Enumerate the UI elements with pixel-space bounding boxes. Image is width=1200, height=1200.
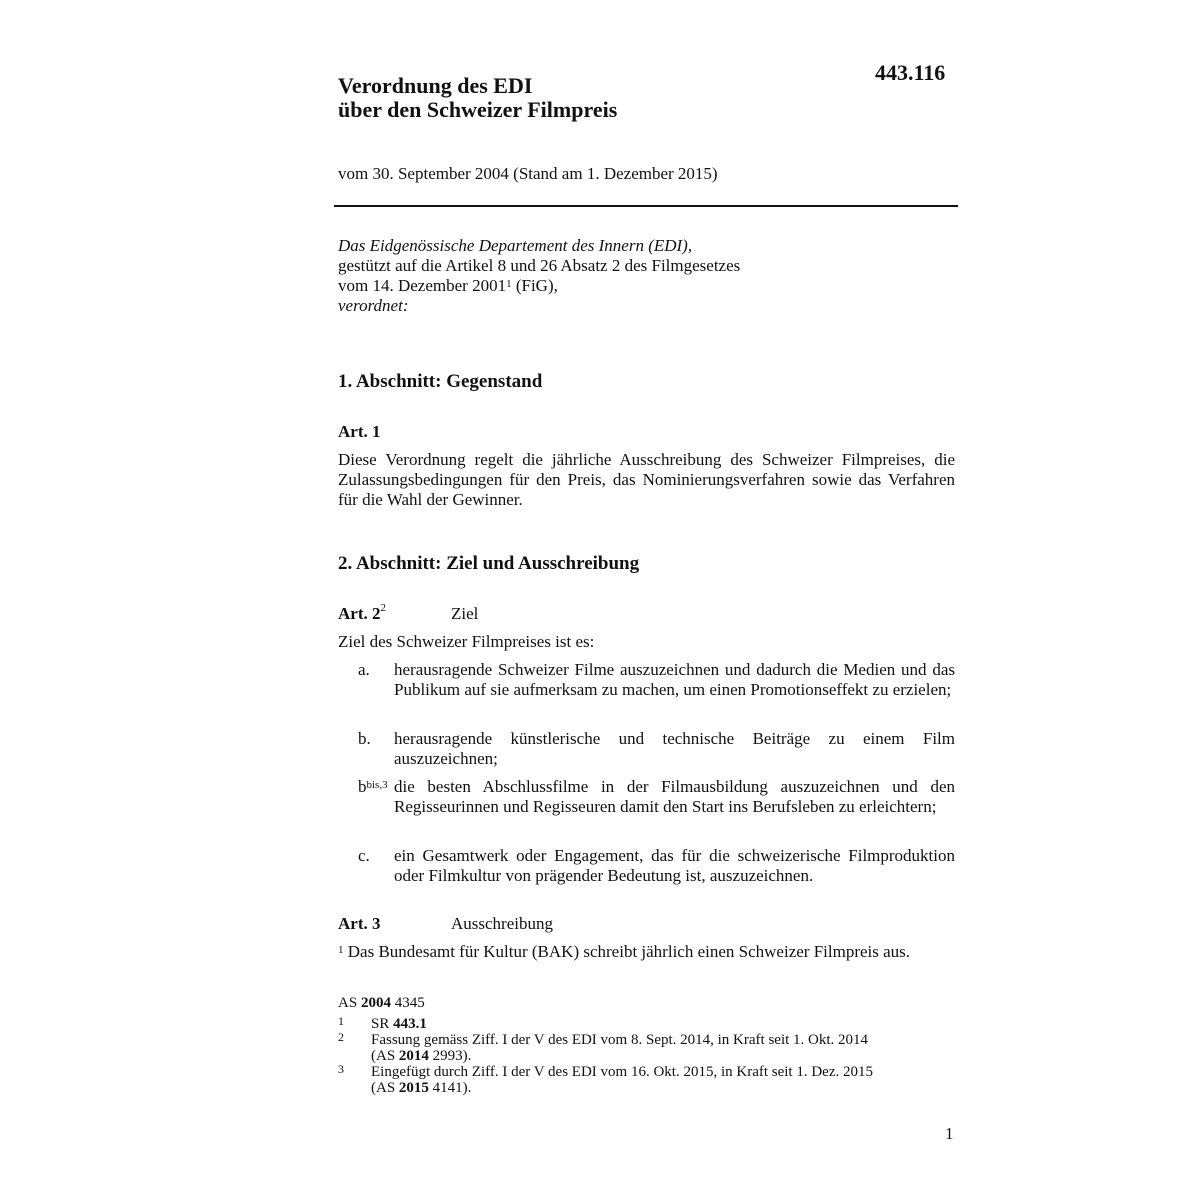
footnote-2-number: 2 [338,1030,344,1044]
preamble-verb: verordnet: [338,296,409,315]
section-2-heading: 2. Abschnitt: Ziel und Ausschreibung [338,553,640,574]
basis-text-end: (FiG), [511,276,558,295]
art-2-label-text: Art. 2 [338,604,381,623]
fn3-line1: Eingefügt durch Ziff. I der V des EDI vom 16. Okt. 2015, in Kraft seit 1. Dez. 2015 [371,1064,873,1080]
as-reference [338,995,425,1011]
art-2-label [338,604,386,624]
fn3-line2 [371,1080,873,1096]
header-divider [334,205,958,207]
as-year: 2004 [360,995,391,1011]
page-number: 1 [945,1124,954,1143]
sr-number: 443.116 [875,60,946,85]
art-3-paragraph-text: Das Bundesamt für Kultur (BAK) schreibt jährlich einen Schweizer Filmpreis aus. [343,942,911,961]
section-1-heading: 1. Abschnitt: Gegenstand [338,371,543,392]
fn3-pre: (AS [371,1080,399,1096]
document-date: vom 30. September 2004 (Stand am 1. Dezember 2015) [338,164,718,183]
footnote-ref-1[interactable]: 1 [506,278,512,290]
basis-text: vom 14. Dezember 2001 [338,276,507,295]
list-item-b-text: herausragende künstlerische und technische Beiträge zu einem Film auszuzeichnen; [394,729,955,768]
list-item-a-text: herausragende Schweizer Filme auszuzeichnen und dadurch die Medien und das Publikum auf sie aufmerksam zu machen, um einen Promotionseffekt zu erzielen; [394,660,955,699]
art-1-text: Diese Verordnung regelt die jährliche Ausschreibung des Schweizer Filmpreises, die Zulassungsbedingungen für den Preis, das Nominierungsverfahren sowie das Verfahren für die Wahl der Gewinner. [338,450,955,509]
list-item-b-label: b. [358,729,371,748]
title-line-2: über den Schweizer Filmpreis [338,97,618,122]
art-2-title: Ziel [451,604,479,623]
art-2-intro: Ziel des Schweizer Filmpreises ist es: [338,632,595,651]
preamble [338,236,740,316]
fn2-pre: (AS [371,1048,399,1064]
fn2-post: 2993). [428,1048,472,1064]
fn1-pre: SR [371,1016,394,1032]
document-title [338,74,617,122]
footnote-2-text [371,1032,868,1064]
list-item-bbis-text: die besten Abschlussfilme in der Filmausbildung auszuzeichnen und den Regisseurinnen und Regisseuren damit den Start ins Berufsleben zu erleichtern; [394,777,955,816]
title-line-1: Verordnung des EDI [338,73,533,98]
fn1-bold: 443.1 [393,1016,427,1032]
art-3-label: Art. 3 [338,914,381,933]
preamble-basis-line-1: gestützt auf die Artikel 8 und 26 Absatz 2 des Filmgesetzes [338,256,741,275]
bbis-label-text: b [358,777,367,796]
as-page: 4345 [390,995,425,1011]
list-item-a-label: a. [358,660,370,679]
list-item-bbis-label [358,777,388,797]
as-prefix: AS [338,995,361,1011]
list-item-c-text: ein Gesamtwerk oder Engagement, das für die schweizerische Filmproduktion oder Filmkultur von prägender Bedeutung ist, auszuzeichnen. [394,846,955,885]
fn2-bold: 2014 [398,1048,429,1064]
paragraph-number: 1 [338,944,344,956]
art-1-label: Art. 1 [338,422,381,441]
art-3-title: Ausschreibung [451,914,553,933]
footnote-1-number: 1 [338,1014,344,1028]
art-3-paragraph-1 [338,942,910,962]
fn3-post: 4141). [428,1080,472,1096]
preamble-authority: Das Eidgenössische Departement des Innern (EDI), [338,236,693,255]
footnote-3-number: 3 [338,1062,344,1076]
footnote-ref-3[interactable]: bis,3 [366,779,388,791]
footnote-1-text [371,1016,427,1032]
preamble-basis-line-2 [338,276,740,296]
fn3-bold: 2015 [398,1080,429,1096]
footnote-ref-2[interactable]: 2 [380,602,386,614]
list-item-c-label: c. [358,846,370,865]
footnote-3-text [371,1064,873,1096]
fn2-line1: Fassung gemäss Ziff. I der V des EDI vom 8. Sept. 2014, in Kraft seit 1. Okt. 2014 [371,1032,869,1048]
fn2-line2 [371,1048,868,1064]
